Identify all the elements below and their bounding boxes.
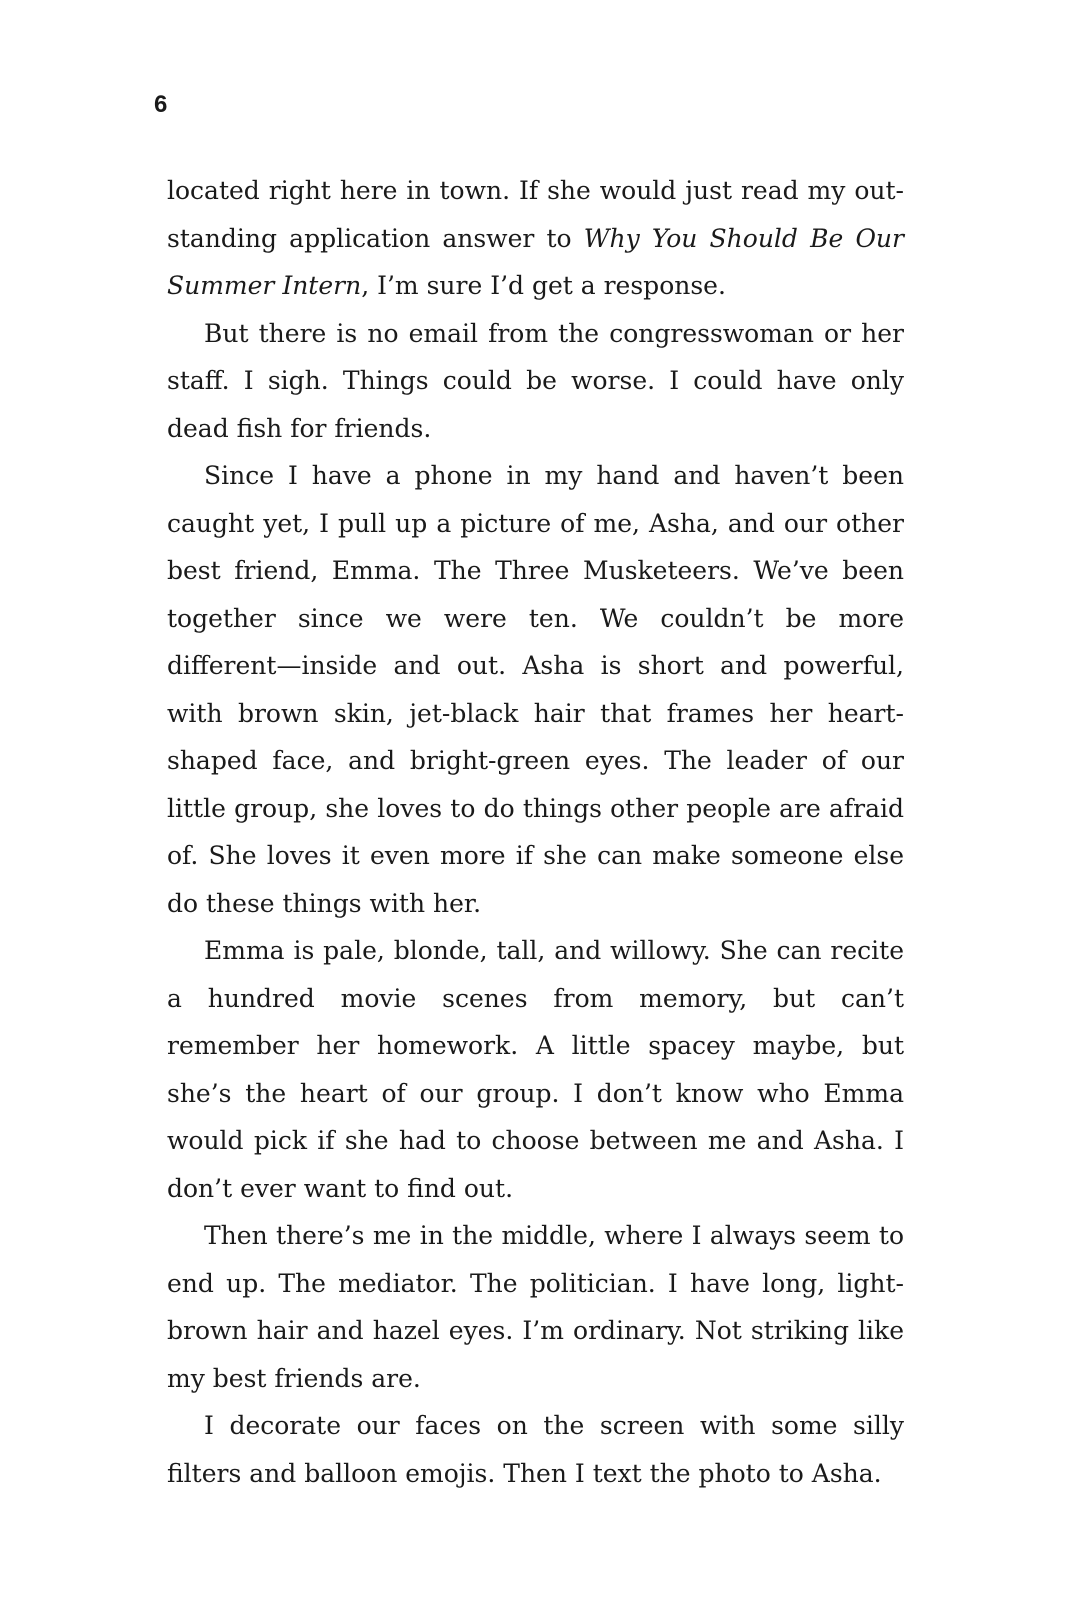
paragraph-text: , I’m sure I’d get a response. [361,271,726,300]
italic-title: Why You Should Be Our Summer Intern [167,223,904,300]
paragraph-text: located right here in town. If she would just read my out-standing application answer to [167,176,904,253]
paragraph: I decorate our faces on the screen with some silly filters and balloon emojis. Then I text the photo to Asha. [167,1411,904,1488]
paragraph [167,167,904,310]
page-number: 6 [154,91,168,118]
paragraph: But there is no email from the congresswoman or her staff. I sigh. Things could be worse. I could have only dead fish for friends. [167,318,904,443]
paragraph: Since I have a phone in my hand and haven’t been caught yet, I pull up a picture of me, Asha, and our other best friend, Emma. The Three Musketeers. We’ve been together since we were ten. We couldn’t be more different—inside and out. Asha is short and powerful, with brown skin, jet-black hair that frames her heart-shaped face, and bright-green eyes. The leader of our little group, she loves to do things other people are afraid of. She loves it even more if she can make someone else do these things with her. [167,461,904,918]
body-text [167,167,904,1497]
paragraph: Emma is pale, blonde, tall, and willowy. She can recite a hundred movie scenes from memory, but can’t remember her homework. A little spacey maybe, but she’s the heart of our group. I don’t know who Emma would pick if she had to choose between me and Asha. I don’t ever want to find out. [167,936,904,1203]
paragraph: Then there’s me in the middle, where I always seem to end up. The mediator. The politician. I have long, light-brown hair and hazel eyes. I’m ordinary. Not striking like my best friends are. [167,1221,904,1393]
